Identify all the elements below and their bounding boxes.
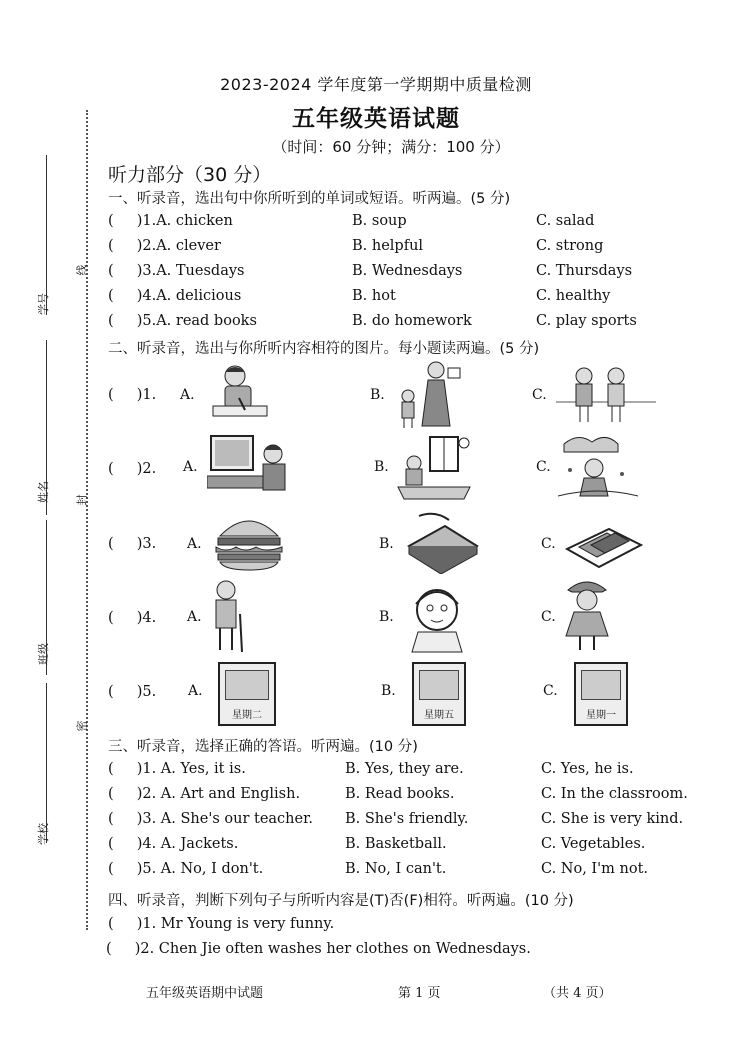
option-a: )4. A. Jackets. [136, 836, 239, 852]
option-c: C. Yes, he is. [541, 761, 634, 777]
exam-title: 五年级英语试题 [292, 106, 460, 132]
option-c: C. healthy [536, 288, 611, 304]
margin-xian: 线 [75, 264, 89, 276]
option-a-label: A. [180, 387, 195, 403]
option-a-label: A. [187, 536, 202, 552]
question-number: )5. [136, 684, 157, 700]
question-row: ( )3.A. Tuesdays [108, 263, 245, 279]
part-title: 听力部分（30 分） [108, 164, 272, 186]
option-c: C. strong [536, 238, 604, 254]
boy-computer-image [207, 432, 289, 506]
option-a-label: A. [183, 459, 198, 475]
question-row: ( )1. [108, 387, 157, 403]
school-underline [46, 683, 47, 843]
class-label: 班级 [37, 643, 50, 665]
option-b-label: B. [379, 609, 394, 625]
option-a: )5. A. No, I don't. [136, 861, 264, 877]
section2-title: 二、听录音，选出与你所听内容相符的图片。每小题读两遍。(5 分) [108, 341, 540, 357]
calendar-c-image [574, 662, 628, 726]
hamburger-image [214, 512, 284, 576]
footer-title: 五年级英语期中试题 [146, 986, 264, 1001]
question-number: )4. [136, 610, 157, 626]
option-c: C. play sports [536, 313, 637, 329]
student-id-underline [46, 155, 47, 315]
question-row: ( )3. A. She's our teacher. [108, 811, 314, 827]
option-a-label: A. [188, 683, 203, 699]
option-a: )2. A. Art and English. [136, 786, 301, 802]
mother-and-child-image [392, 360, 470, 436]
option-b: B. She's friendly. [345, 811, 469, 827]
judge-item: ( )2. Chen Jie often washes her clothes on Wednesdays. [106, 941, 531, 957]
option-b: B. Yes, they are. [345, 761, 464, 777]
kids-talking-image [556, 362, 656, 432]
exam-info: （时间：60 分钟；满分：100 分） [272, 138, 510, 156]
option-a: )1. A. Yes, it is. [136, 761, 246, 777]
winter-scene-image [558, 430, 638, 506]
question-row: ( )4. [108, 610, 157, 626]
school-label: 学校 [37, 823, 50, 845]
question-row: ( )4.A. delicious [108, 288, 242, 304]
calendar-a-weekday: 星期二 [232, 710, 262, 721]
calendar-b-image [412, 662, 466, 726]
option-b: B. Basketball. [345, 836, 447, 852]
boy-writing-image [205, 362, 271, 428]
old-woman-image [404, 580, 470, 658]
bread-plate-image [565, 515, 643, 575]
option-c: C. Vegetables. [541, 836, 646, 852]
option-b: B. soup [352, 213, 407, 229]
option-b-label: B. [370, 387, 385, 403]
option-b-label: B. [379, 536, 394, 552]
option-a-label: A. [187, 609, 202, 625]
option-a: )3.A. Tuesdays [136, 263, 245, 279]
question-row: ( )1.A. chicken [108, 213, 233, 229]
question-row: ( )1. A. Yes, it is. [108, 761, 246, 777]
margin-mi: 密 [75, 720, 89, 732]
option-b-label: B. [374, 459, 389, 475]
judge-sentence: )2. Chen Jie often washes her clothes on Wednesdays. [134, 941, 531, 957]
option-b: B. do homework [352, 313, 472, 329]
footer-total: （共 4 页） [543, 986, 612, 1001]
option-a: )2.A. clever [136, 238, 221, 254]
option-c-label: C. [532, 387, 547, 403]
sandwich-image [405, 512, 481, 578]
option-b: B. No, I can't. [345, 861, 447, 877]
section4-title: 四、听录音，判断下列句子与所听内容是(T)否(F)相符。听两遍。(10 分) [108, 893, 574, 909]
option-c: C. Thursdays [536, 263, 633, 279]
calendar-a-image [218, 662, 276, 726]
question-row: ( )5. A. No, I don't. [108, 861, 264, 877]
option-c-label: C. [541, 609, 556, 625]
section3-title: 三、听录音，选择正确的答语。听两遍。(10 分) [108, 739, 418, 755]
question-row: ( )5. [108, 684, 157, 700]
judge-item: ( )1. Mr Young is very funny. [108, 916, 335, 932]
margin-feng: 封 [75, 494, 89, 506]
option-c-label: C. [536, 459, 551, 475]
option-c-label: C. [541, 536, 556, 552]
option-a: )1.A. chicken [136, 213, 233, 229]
question-row: ( )5.A. read books [108, 313, 257, 329]
option-b: B. hot [352, 288, 396, 304]
question-number: )3. [136, 536, 157, 552]
question-row: ( )4. A. Jackets. [108, 836, 239, 852]
calendar-b-weekday: 星期五 [424, 710, 454, 721]
option-a: )3. A. She's our teacher. [136, 811, 314, 827]
binding-dotted-line [86, 110, 88, 930]
calendar-c-weekday: 星期一 [586, 710, 616, 721]
option-c: C. In the classroom. [541, 786, 688, 802]
option-a: )4.A. delicious [136, 288, 242, 304]
judge-sentence: )1. Mr Young is very funny. [136, 916, 335, 932]
student-id-label: 学号 [37, 293, 50, 315]
section1-title: 一、听录音，选出句中你所听到的单词或短语。听两遍。(5 分) [108, 191, 511, 207]
question-number: )2. [136, 461, 157, 477]
old-man-image [206, 578, 248, 658]
option-b: B. Wednesdays [352, 263, 463, 279]
option-b-label: B. [381, 683, 396, 699]
question-row: ( )2.A. clever [108, 238, 221, 254]
homework-desk-image [396, 435, 472, 507]
option-b: B. Read books. [345, 786, 455, 802]
exam-header-line: 2023-2024 学年度第一学期期中质量检测 [220, 75, 532, 94]
option-a: )5.A. read books [136, 313, 257, 329]
girl-image [562, 578, 612, 658]
option-b: B. helpful [352, 238, 424, 254]
question-row: ( )3. [108, 536, 157, 552]
question-number: )1. [136, 387, 157, 403]
option-c-label: C. [543, 683, 558, 699]
name-label: 姓名 [37, 481, 50, 503]
question-row: ( )2. A. Art and English. [108, 786, 301, 802]
option-c: C. No, I'm not. [541, 861, 649, 877]
option-c: C. She is very kind. [541, 811, 684, 827]
option-c: C. salad [536, 213, 595, 229]
question-row: ( )2. [108, 461, 157, 477]
footer-page: 第 1 页 [398, 986, 441, 1001]
